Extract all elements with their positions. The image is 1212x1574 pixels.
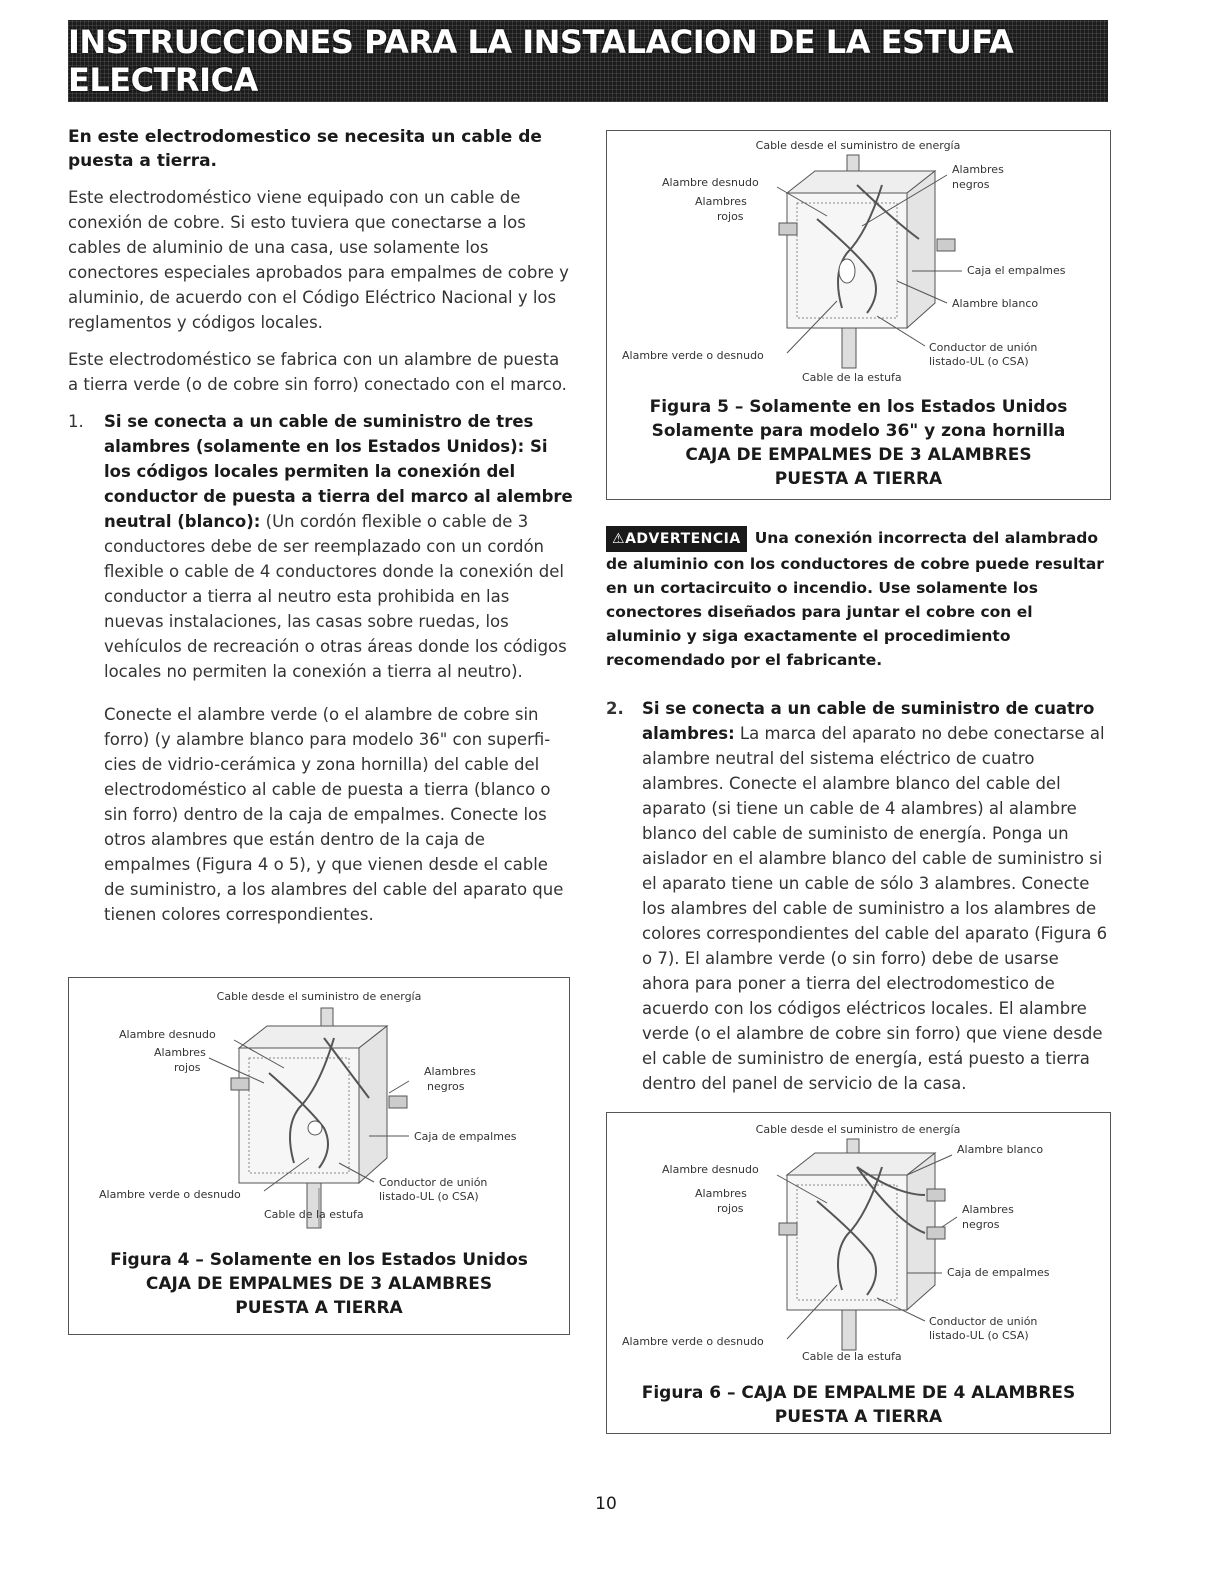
- step-1-heading: Si se conecta a un cable de suministro de tres alambres (solamente en los Estados Unidos): Si los códigos locales permiten la conexión del conductor de puesta a tierra del marco al alembre neutral (blanco):: [104, 412, 573, 531]
- figure-4: [68, 977, 570, 1335]
- fig5-bare-label: Alambre desnudo: [662, 176, 759, 189]
- fig5-connector-label-1: Conductor de unión: [929, 341, 1038, 354]
- fig6-supply-label: Cable desde el suministro de energía: [755, 1123, 961, 1136]
- step-1: [68, 409, 573, 684]
- step-2-heading: Si se conecta a un cable de suministro de cuatro alambres:: [642, 699, 1095, 743]
- step-1-number: 1.: [68, 412, 84, 431]
- fig4-red-label-1: Alambres: [154, 1046, 206, 1059]
- fig5-box-label: Caja el empalmes: [967, 264, 1066, 277]
- step-1-connection-text: Conecte el alambre verde (o el alambre de cobre sin forro) (y alambre blanco para modelo 36" con superfi-cies de vidrio-cerámica y zona hornilla) del cable del electrodoméstico al cable de puesta a tierra (blanco o sin forro) dentro de la caja de empalmes. Conecte los otros alambres que están dentro de la caja de empalmes (Figura 4 o 5), y que vienen desde el cable de suministro, a los alambres del cable del aparato que tienen colores correspondientes.: [104, 705, 564, 924]
- fig5-green-label: Alambre verde o desnudo: [622, 349, 764, 362]
- step-2-number: 2.: [606, 699, 624, 718]
- fig6-caption-line-1: Figura 6 – CAJA DE EMPALME DE 4 ALAMBRES: [641, 1383, 1076, 1403]
- fig4-black-label-2: negros: [427, 1080, 465, 1093]
- fig5-red-label-2: rojos: [717, 210, 744, 223]
- fig4-caption-line-2: CAJA DE EMPALMES DE 3 ALAMBRES: [145, 1274, 493, 1294]
- fig4-range-label: Cable de la estufa: [264, 1208, 364, 1221]
- fig4-connector-label-1: Conductor de unión: [379, 1176, 488, 1189]
- fig6-box-label: Caja de empalmes: [947, 1266, 1050, 1279]
- step-1-text: (Un cordón flexible o cable de 3 conductores debe de ser reemplazado con un cordón flexible o cable de 4 conductores donde la conexión del conductor a tierra al neutro esta prohibida en las nuevas instalaciones, las casas sobre ruedas, los vehículos de recreación o otras áreas donde los códigos locales no permiten la conexión a tierra al neutro).: [104, 512, 567, 681]
- figure-6-caption: [607, 1381, 1110, 1429]
- page-title: INSTRUCCIONES PARA LA INSTALACION DE LA ESTUFA ELECTRICA: [68, 23, 1014, 99]
- page-banner: [68, 20, 1108, 102]
- figure-6-diagram: [607, 1113, 1110, 1363]
- fig4-bare-label: Alambre desnudo: [119, 1028, 216, 1041]
- warning-badge-label: ADVERTENCIA: [625, 531, 741, 547]
- left-column: [68, 125, 573, 1318]
- figure-5-caption: [607, 395, 1110, 491]
- figure-5: [606, 130, 1111, 500]
- warning-badge: [606, 526, 747, 552]
- fig5-supply-label: Cable desde el suministro de energía: [755, 139, 961, 152]
- warning-text: Una conexión incorrecta del alambrado de aluminio con los conductores de cobre puede resultar en un cortacircuito o incendio. Use solamente los conectores diseñados para juntar el cobre con el aluminio y siga exactamente el procedimiento recomendado por el fabricante.: [606, 529, 1104, 669]
- grounding-lead: En este electrodomestico se necesita un cable de puesta a tierra.: [68, 127, 542, 171]
- fig4-red-label-2: rojos: [174, 1061, 201, 1074]
- fig5-caption-line-3: CAJA DE EMPALMES DE 3 ALAMBRES: [685, 445, 1032, 465]
- fig4-supply-label: Cable desde el suministro de energía: [216, 990, 422, 1003]
- fig6-range-label: Cable de la estufa: [802, 1350, 902, 1363]
- fig5-black-label-2: negros: [952, 178, 990, 191]
- ground-wire-paragraph: Este electrodoméstico se fabrica con un alambre de puesta a tierra verde (o de cobre sin forro) conectado con el marco.: [68, 350, 567, 394]
- fig6-green-label: Alambre verde o desnudo: [622, 1335, 764, 1348]
- fig6-black-label-2: negros: [962, 1218, 1000, 1231]
- fig6-black-label-1: Alambres: [962, 1203, 1014, 1216]
- warning-triangle-icon: ⚠: [612, 531, 626, 547]
- fig5-caption-line-1: Figura 5 – Solamente en los Estados Unidos: [649, 397, 1068, 417]
- fig5-connector-label-2: listado-UL (o CSA): [929, 355, 1029, 368]
- step-2-text: La marca del aparato no debe conectarse al alambre neutral del sistema eléctrico de cuatro alambres. Conecte el alambre blanco del cable del aparato (si tiene un cable de 4 alambres) al alambre blanco del cable de suministo de energía. Ponga un aislador en el alambre blanco del cable de suministro si el aparato tiene un cable de sólo 3 alambres. Conecte los alambres del cable de suministro a los alambres de colores correspondientes del cable del aparato (Figura 6 o 7). El alambre verde (o sin forro) debe de usarse ahora para poner a tierra del electrodomestico de acuerdo con los códigos eléctricos locales. El alambre verde (o el alambre de cobre sin forro) que viene desde el cable de suministro de energía, está puesto a tierra dentro del panel de servicio de la casa.: [642, 724, 1108, 1093]
- fig5-white-label: Alambre blanco: [952, 297, 1039, 310]
- fig5-black-label-1: Alambres: [952, 163, 1004, 176]
- fig5-caption-line-2: Solamente para modelo 36" y zona hornilla: [651, 421, 1066, 441]
- fig6-red-label-2: rojos: [717, 1202, 744, 1215]
- page-number: 10: [595, 1494, 617, 1514]
- fig6-bare-label: Alambre desnudo: [662, 1163, 759, 1176]
- fig4-connector-label-2: listado-UL (o CSA): [379, 1190, 479, 1203]
- warning-block: [606, 526, 1109, 672]
- fig6-connector-label-1: Conductor de unión: [929, 1315, 1038, 1328]
- fig6-red-label-1: Alambres: [695, 1187, 747, 1200]
- fig5-caption-line-4: PUESTA A TIERRA: [774, 469, 943, 489]
- fig4-black-label-1: Alambres: [424, 1065, 476, 1078]
- fig6-white-label: Alambre blanco: [957, 1143, 1044, 1156]
- fig4-caption-line-1: Figura 4 – Solamente en los Estados Unidos: [110, 1250, 528, 1270]
- fig6-connector-label-2: listado-UL (o CSA): [929, 1329, 1029, 1342]
- figure-4-caption: [69, 1248, 569, 1320]
- fig5-range-label: Cable de la estufa: [802, 371, 902, 381]
- figure-6: [606, 1112, 1111, 1434]
- fig4-green-label: Alambre verde o desnudo: [99, 1188, 241, 1201]
- figure-5-diagram: [607, 131, 1110, 381]
- fig4-box-label: Caja de empalmes: [414, 1130, 517, 1143]
- copper-paragraph: Este electrodoméstico viene equipado con un cable de conexión de cobre. Si esto tuviera que conectarse a los cables de aluminio de una casa, use solamente los conectores especiales aprobados para empalmes de cobre y aluminio, de acuerdo con el Código Eléctrico Nacional y los reglamentos y códigos locales.: [68, 188, 569, 332]
- figure-4-diagram: [69, 978, 569, 1248]
- fig4-caption-line-3: PUESTA A TIERRA: [235, 1298, 403, 1318]
- right-column: [606, 130, 1109, 1427]
- fig6-caption-line-2: PUESTA A TIERRA: [774, 1407, 943, 1427]
- fig5-red-label-1: Alambres: [695, 195, 747, 208]
- step-2: [606, 696, 1109, 1096]
